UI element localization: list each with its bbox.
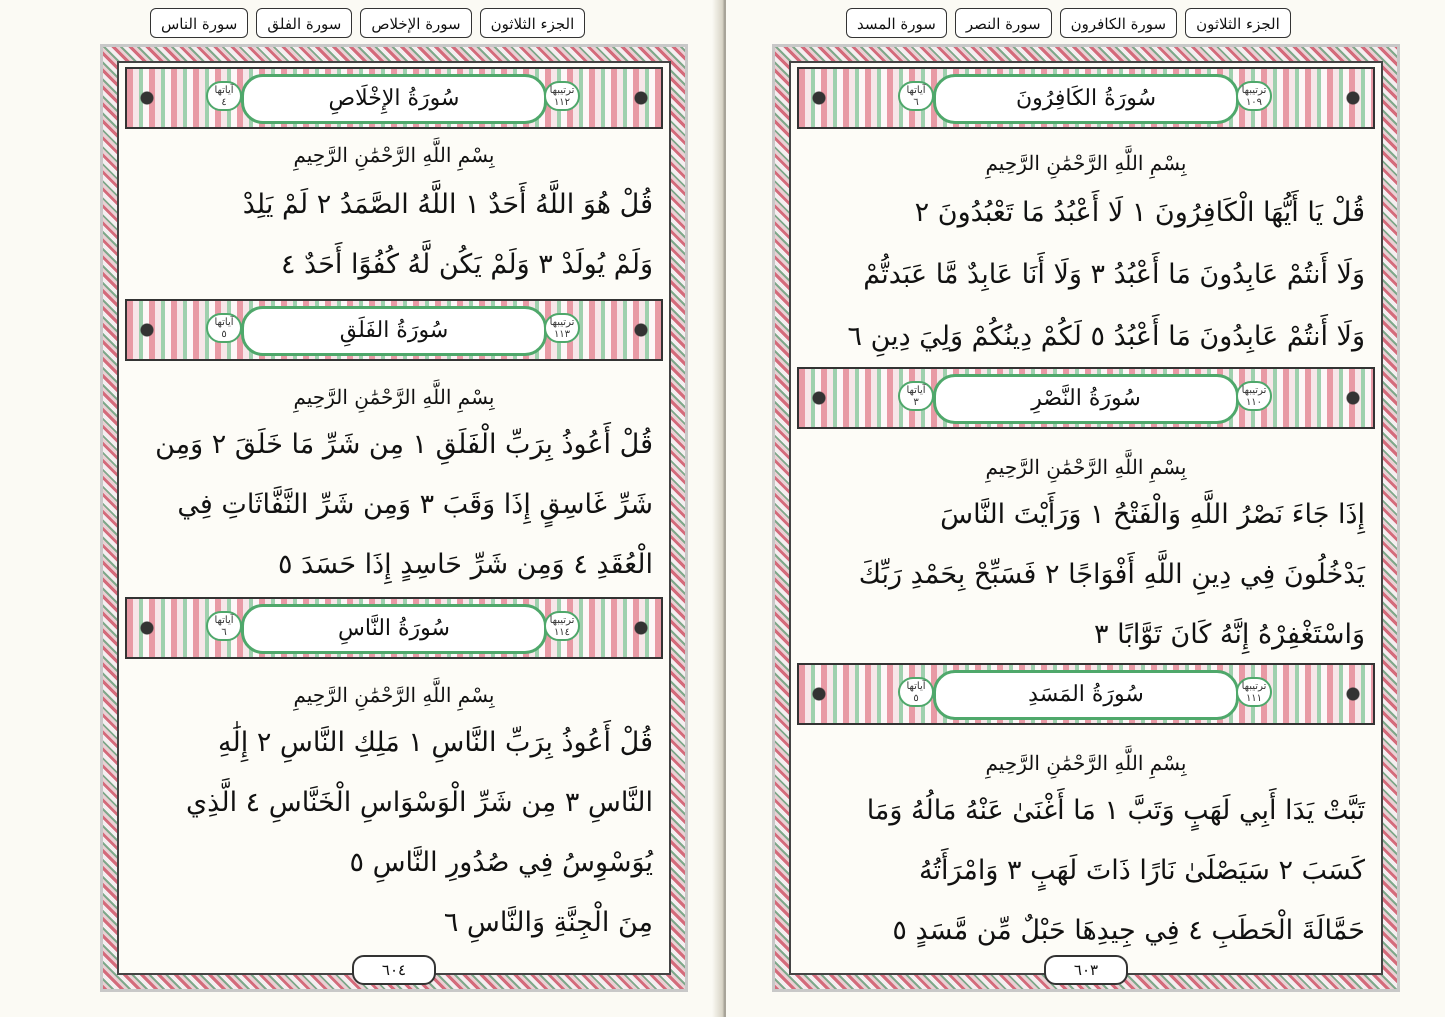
right-page [726,0,1445,1017]
surah-banner [125,67,663,129]
verse-line: قُلْ أَعُوذُ بِرَبِّ النَّاسِ ١ مَلِكِ النَّاسِ ٢ إِلَٰهِ [218,727,653,758]
surah-banner [797,67,1375,129]
surah-ayat-tag: آياتها ٥ [206,313,242,343]
surah-banner [125,597,663,659]
text-area [789,61,1383,979]
page-number: ٦٠٣ [1044,955,1128,985]
surah-order-tag: ترتيبها ١١٤ [544,611,580,641]
surah-banner [125,299,663,361]
ornamental-border [100,44,688,992]
basmala: بِسْمِ اللَّهِ الرَّحْمَٰنِ الرَّحِيمِ [985,455,1187,479]
header-surah: سورة الكافرون [1060,8,1178,38]
verse-line: وَلَا أَنتُمْ عَابِدُونَ مَا أَعْبُدُ ٥ لَكُمْ دِينُكُمْ وَلِيَ دِينِ ٦ [847,321,1365,352]
surah-title: سُورَةُ الفَلَقِ [241,306,547,356]
header-surah: سورة الإخلاص [360,8,471,38]
surah-order-tag: ترتيبها ١١٠ [1236,381,1272,411]
basmala: بِسْمِ اللَّهِ الرَّحْمَٰنِ الرَّحِيمِ [293,143,495,167]
surah-banner [797,663,1375,725]
verse-line: وَلَمْ يُولَدْ ٣ وَلَمْ يَكُن لَّهُ كُفُوًا أَحَدٌ ٤ [280,249,653,280]
verse-line: يُوَسْوِسُ فِي صُدُورِ النَّاسِ ٥ [349,847,653,878]
surah-ayat-tag: آياتها ٤ [206,81,242,111]
surah-order-tag: ترتيبها ١١٣ [544,313,580,343]
page-number: ٦٠٤ [352,955,436,985]
header-juz: الجزء الثلاثون [480,8,586,38]
left-page [0,0,720,1017]
verse-line: كَسَبَ ٢ سَيَصْلَىٰ نَارًا ذَاتَ لَهَبٍ ٣ وَامْرَأَتُهُ [918,855,1365,886]
surah-order-tag: ترتيبها ١١٢ [544,81,580,111]
surah-title: سُورَةُ الإِخْلَاصِ [241,74,547,124]
header-surah: سورة المسد [846,8,947,38]
header-juz: الجزء الثلاثون [1185,8,1291,38]
verse-line: مِنَ الْجِنَّةِ وَالنَّاسِ ٦ [443,907,653,938]
verse-line: وَاسْتَغْفِرْهُ إِنَّهُ كَانَ تَوَّابًا ٣ [1094,619,1365,650]
basmala: بِسْمِ اللَّهِ الرَّحْمَٰنِ الرَّحِيمِ [985,151,1187,175]
text-area [117,61,671,979]
verse-line: تَبَّتْ يَدَا أَبِي لَهَبٍ وَتَبَّ ١ مَا أَغْنَىٰ عَنْهُ مَالُهُ وَمَا [866,795,1365,826]
surah-title: سُورَةُ النَّصْرِ [933,374,1239,424]
verse-line: شَرِّ غَاسِقٍ إِذَا وَقَبَ ٣ وَمِن شَرِّ النَّفَّاثَاتِ فِي [177,489,653,520]
surah-title: سُورَةُ النَّاسِ [241,604,547,654]
surah-ayat-tag: آياتها ٦ [206,611,242,641]
verse-line: قُلْ هُوَ اللَّهُ أَحَدٌ ١ اللَّهُ الصَّمَدُ ٢ لَمْ يَلِدْ [242,189,653,220]
surah-ayat-tag: آياتها ٣ [898,381,934,411]
surah-title: سُورَةُ المَسَدِ [933,670,1239,720]
surah-ayat-tag: آياتها ٥ [898,677,934,707]
surah-banner [797,367,1375,429]
surah-order-tag: ترتيبها ١١١ [1236,677,1272,707]
verse-line: وَلَا أَنتُمْ عَابِدُونَ مَا أَعْبُدُ ٣ وَلَا أَنَا عَابِدٌ مَّا عَبَدتُّمْ [863,259,1365,290]
surah-ayat-tag: آياتها ٦ [898,81,934,111]
header-surah: سورة النصر [955,8,1052,38]
ornamental-border [772,44,1400,992]
right-page-headers [846,8,1291,38]
header-surah: سورة الناس [150,8,248,38]
verse-line: حَمَّالَةَ الْحَطَبِ ٤ فِي جِيدِهَا حَبْلٌ مِّن مَّسَدٍ ٥ [892,915,1365,946]
verse-line: قُلْ أَعُوذُ بِرَبِّ الْفَلَقِ ١ مِن شَرِّ مَا خَلَقَ ٢ وَمِن [155,429,653,460]
basmala: بِسْمِ اللَّهِ الرَّحْمَٰنِ الرَّحِيمِ [293,385,495,409]
left-page-headers [150,8,585,38]
verse-line: إِذَا جَاءَ نَصْرُ اللَّهِ وَالْفَتْحُ ١ وَرَأَيْتَ النَّاسَ [940,499,1365,530]
verse-line: قُلْ يَا أَيُّهَا الْكَافِرُونَ ١ لَا أَعْبُدُ مَا تَعْبُدُونَ ٢ [914,197,1365,228]
surah-title: سُورَةُ الكَافِرُونَ [933,74,1239,124]
basmala: بِسْمِ اللَّهِ الرَّحْمَٰنِ الرَّحِيمِ [293,683,495,707]
verse-line: الْعُقَدِ ٤ وَمِن شَرِّ حَاسِدٍ إِذَا حَسَدَ ٥ [278,549,653,580]
verse-line: النَّاسِ ٣ مِن شَرِّ الْوَسْوَاسِ الْخَنَّاسِ ٤ الَّذِي [186,787,653,818]
verse-line: يَدْخُلُونَ فِي دِينِ اللَّهِ أَفْوَاجًا ٢ فَسَبِّحْ بِحَمْدِ رَبِّكَ [858,559,1365,590]
surah-order-tag: ترتيبها ١٠٩ [1236,81,1272,111]
basmala: بِسْمِ اللَّهِ الرَّحْمَٰنِ الرَّحِيمِ [985,751,1187,775]
header-surah: سورة الفلق [256,8,352,38]
